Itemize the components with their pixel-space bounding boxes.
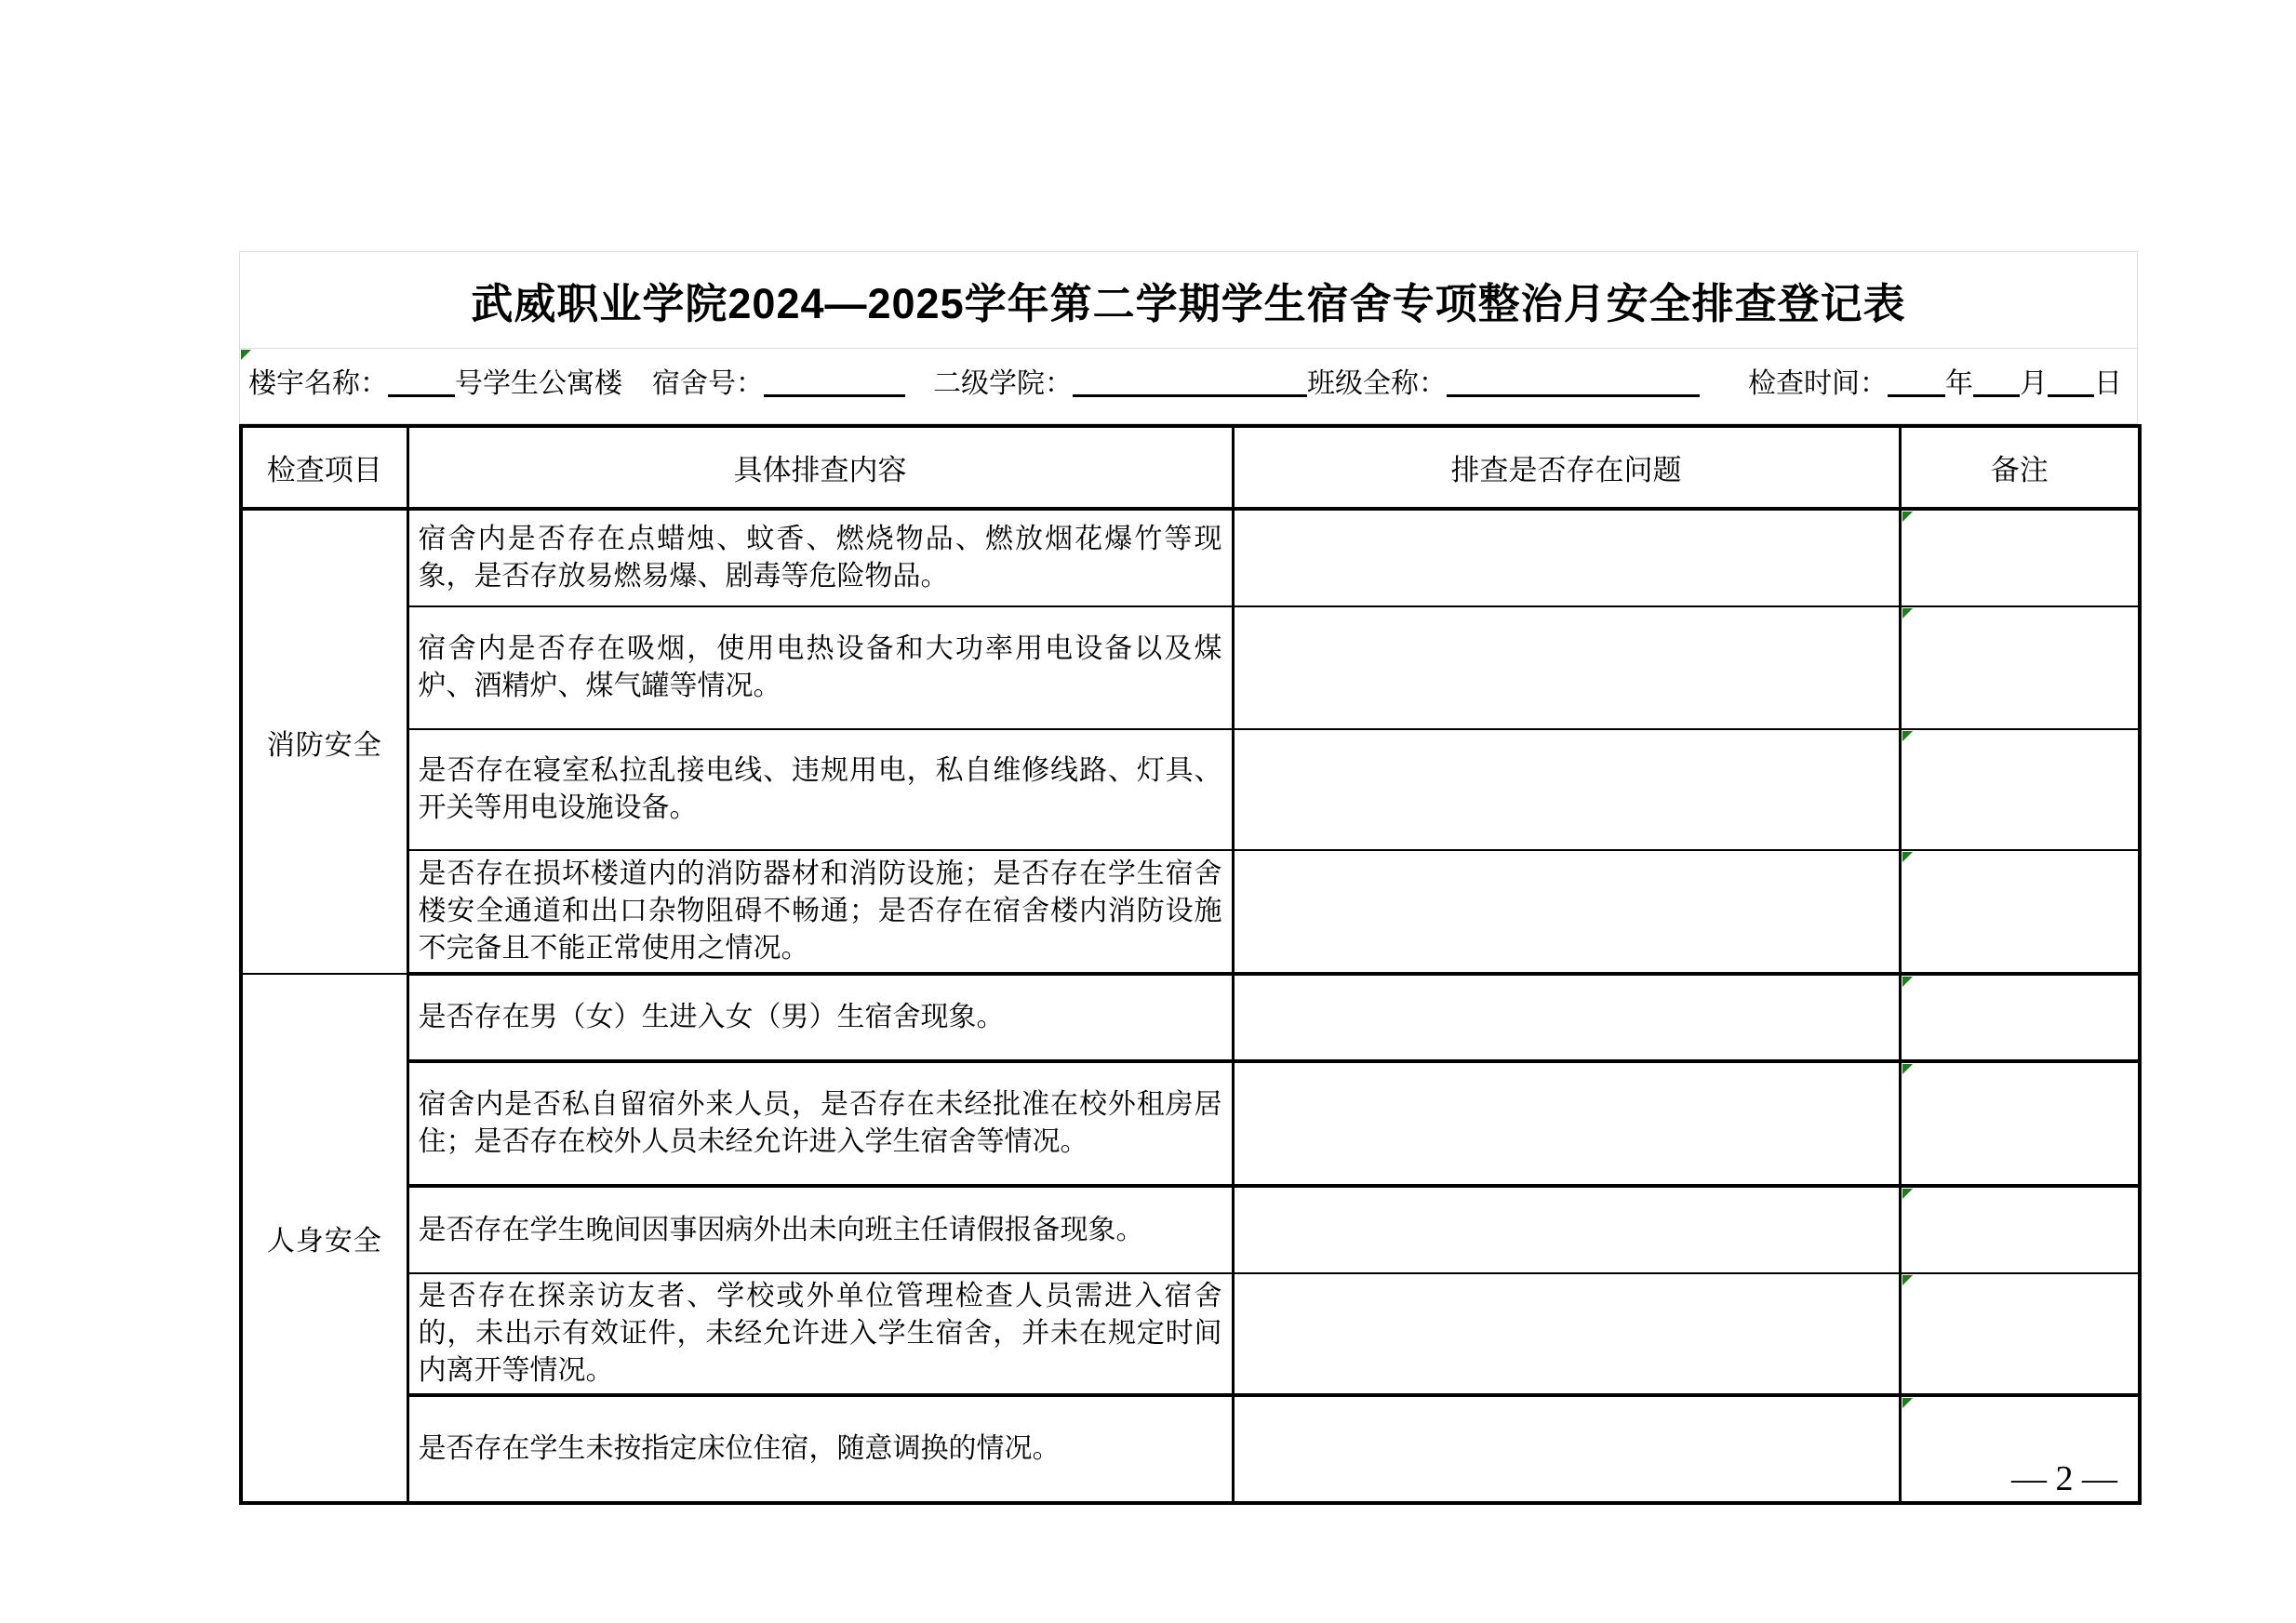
inspection-form-document: [239, 251, 2138, 1505]
remark-entry-cell[interactable]: [1900, 1186, 2140, 1273]
error-indicator-icon: [1902, 977, 1913, 987]
problem-entry-cell[interactable]: [1233, 1061, 1900, 1186]
info-label: 月: [2020, 368, 2048, 399]
remark-entry-cell[interactable]: [1900, 1395, 2140, 1503]
problem-entry-cell[interactable]: [1233, 1273, 1900, 1395]
fill-in-blank[interactable]: [1888, 366, 1945, 397]
table-row: [241, 974, 2140, 1061]
table-row: [241, 1186, 2140, 1273]
info-label: 年: [1945, 368, 1973, 399]
info-label: 楼宇名称：: [248, 368, 388, 399]
fill-in-blank[interactable]: [764, 366, 905, 397]
inspection-content-cell: 宿舍内是否存在吸烟，使用电热设备和大功率用电设备以及煤炉、酒精炉、煤气罐等情况。: [407, 606, 1233, 729]
remark-entry-cell[interactable]: [1900, 850, 2140, 974]
problem-entry-cell[interactable]: [1233, 1186, 1900, 1273]
error-indicator-icon: [241, 350, 251, 360]
header-cell-problem: 排查是否存在问题: [1233, 426, 1900, 509]
info-label: 号学生公寓楼: [455, 368, 622, 399]
info-label: 日: [2094, 368, 2122, 399]
inspection-content-cell: 是否存在探亲访友者、学校或外单位管理检查人员需进入宿舍的，未出示有效证件，未经允许进入学生宿舍，并未在规定时间内离开等情况。: [407, 1273, 1233, 1395]
inspection-content-cell: 宿舍内是否存在点蜡烛、蚊香、燃烧物品、燃放烟花爆竹等现象，是否存放易燃易爆、剧毒等危险物品。: [407, 509, 1233, 606]
problem-entry-cell[interactable]: [1233, 606, 1900, 729]
remark-entry-cell[interactable]: [1900, 509, 2140, 606]
error-indicator-icon: [1902, 512, 1913, 522]
remark-entry-cell[interactable]: [1900, 1061, 2140, 1186]
remark-entry-cell[interactable]: [1900, 729, 2140, 850]
table-row: [241, 606, 2140, 729]
inspection-content-cell: 是否存在寝室私拉乱接电线、违规用电，私自维修线路、灯具、开关等用电设施设备。: [407, 729, 1233, 850]
error-indicator-icon: [1902, 1189, 1913, 1199]
info-label: 二级学院：: [933, 368, 1073, 399]
info-line: [248, 368, 2122, 399]
table-row: [241, 1273, 2140, 1395]
header-cell-content: 具体排查内容: [407, 426, 1233, 509]
inspection-content-cell: 是否存在学生未按指定床位住宿，随意调换的情况。: [407, 1395, 1233, 1503]
inspection-content-cell: 是否存在学生晚间因事因病外出未向班主任请假报备现象。: [407, 1186, 1233, 1273]
error-indicator-icon: [1902, 608, 1913, 619]
info-label: 检查时间：: [1748, 368, 1888, 399]
inspection-content-cell: 宿舍内是否私自留宿外来人员，是否存在未经批准在校外租房居住；是否存在校外人员未经允许进入学生宿舍等情况。: [407, 1061, 1233, 1186]
problem-entry-cell[interactable]: [1233, 509, 1900, 606]
title-block: [239, 251, 2138, 349]
problem-entry-cell[interactable]: [1233, 974, 1900, 1061]
inspection-content-cell: 是否存在损坏楼道内的消防器材和消防设施；是否存在学生宿舍楼安全通道和出口杂物阻碍不畅通；是否存在宿舍楼内消防设施不完备且不能正常使用之情况。: [407, 850, 1233, 974]
info-label: 班级全称：: [1307, 368, 1447, 399]
header-cell-remark: 备注: [1900, 426, 2140, 509]
table-row: [241, 729, 2140, 850]
category-cell: 人身安全: [241, 974, 407, 1503]
inspection-content-cell: 是否存在男（女）生进入女（男）生宿舍现象。: [407, 974, 1233, 1061]
remark-entry-cell[interactable]: [1900, 1273, 2140, 1395]
header-info-row: [239, 349, 2138, 424]
error-indicator-icon: [1902, 1064, 1913, 1074]
category-cell: 消防安全: [241, 509, 407, 974]
page-title: 武威职业学院2024—2025学年第二学期学生宿舍专项整治月安全排查登记表: [471, 280, 1906, 327]
error-indicator-icon: [1902, 1398, 1913, 1408]
header-cell-category: 检查项目: [241, 426, 407, 509]
table-header-row: [241, 426, 2140, 509]
table-row: [241, 1395, 2140, 1503]
fill-in-blank[interactable]: [388, 366, 455, 397]
table-row: [241, 850, 2140, 974]
error-indicator-icon: [1902, 731, 1913, 741]
fill-in-blank[interactable]: [1973, 366, 2020, 397]
problem-entry-cell[interactable]: [1233, 1395, 1900, 1503]
info-label: 宿舍号：: [652, 368, 764, 399]
page-number: — 2 —: [2011, 1459, 2117, 1498]
error-indicator-icon: [1902, 852, 1913, 862]
fill-in-blank[interactable]: [2048, 366, 2094, 397]
fill-in-blank[interactable]: [1447, 366, 1700, 397]
problem-entry-cell[interactable]: [1233, 850, 1900, 974]
remark-entry-cell[interactable]: [1900, 606, 2140, 729]
error-indicator-icon: [1902, 1275, 1913, 1285]
table-row: [241, 509, 2140, 606]
inspection-table: [239, 424, 2142, 1505]
table-row: [241, 1061, 2140, 1186]
remark-entry-cell[interactable]: [1900, 974, 2140, 1061]
problem-entry-cell[interactable]: [1233, 729, 1900, 850]
fill-in-blank[interactable]: [1073, 366, 1307, 397]
